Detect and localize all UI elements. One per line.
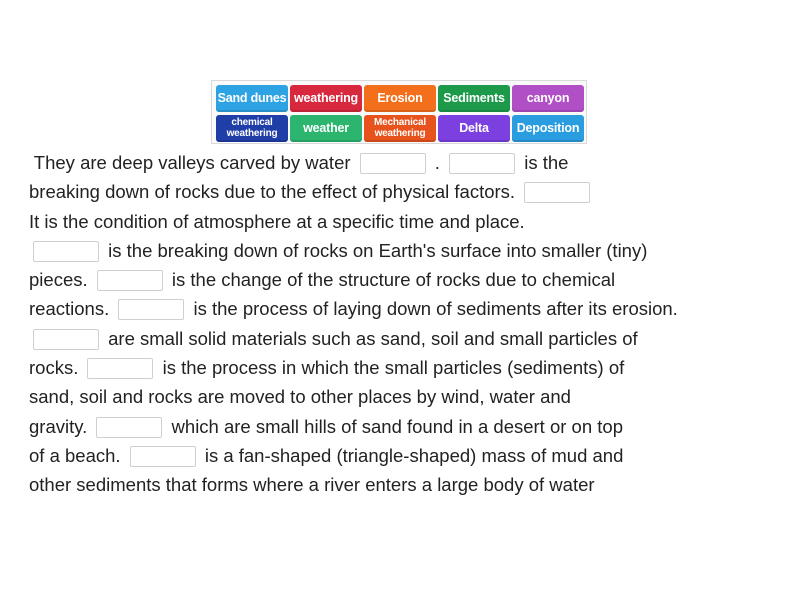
text-line bbox=[29, 412, 789, 441]
word-chip[interactable]: Erosion bbox=[364, 85, 436, 112]
text-line bbox=[29, 207, 789, 236]
answer-blank[interactable] bbox=[118, 299, 184, 320]
text-segment: reactions. bbox=[29, 298, 115, 320]
text-segment: gravity. bbox=[29, 415, 93, 437]
text-line bbox=[29, 353, 789, 382]
text-segment: of a beach. bbox=[29, 444, 126, 466]
text-segment: is a fan-shaped (triangle-shaped) mass of mud and bbox=[199, 444, 624, 466]
text-segment: is the change of the structure of rocks due to chemical bbox=[166, 269, 616, 291]
text-line bbox=[29, 470, 789, 499]
text-line bbox=[29, 265, 789, 294]
answer-blank[interactable] bbox=[33, 329, 99, 350]
text-segment: which are small hills of sand found in a desert or on top bbox=[166, 415, 623, 437]
word-chip[interactable]: Sand dunes bbox=[216, 85, 288, 112]
text-line bbox=[29, 236, 789, 265]
text-segment: They are deep valleys carved by water bbox=[29, 152, 356, 173]
word-chip[interactable]: Delta bbox=[438, 115, 510, 142]
word-chip[interactable]: canyon bbox=[512, 85, 584, 112]
text-segment: It is the condition of atmosphere at a specific time and place. bbox=[29, 210, 525, 232]
word-bank bbox=[211, 80, 587, 144]
text-line bbox=[29, 177, 789, 206]
text-segment: is the bbox=[519, 152, 569, 173]
cloze-text bbox=[29, 148, 789, 500]
word-chip[interactable]: Sediments bbox=[438, 85, 510, 112]
text-segment: pieces. bbox=[29, 269, 93, 291]
text-segment: are small solid materials such as sand, soil and small particles of bbox=[103, 327, 638, 349]
answer-blank[interactable] bbox=[97, 270, 163, 291]
word-chip[interactable]: weathering bbox=[290, 85, 362, 112]
answer-blank[interactable] bbox=[360, 153, 426, 174]
text-segment: rocks. bbox=[29, 357, 84, 379]
text-segment: sand, soil and rocks are moved to other places by wind, water and bbox=[29, 386, 571, 408]
word-chip[interactable]: weather bbox=[290, 115, 362, 142]
text-line bbox=[29, 382, 789, 411]
text-segment: is the breaking down of rocks on Earth's surface into smaller (tiny) bbox=[103, 239, 648, 261]
word-chip[interactable]: Deposition bbox=[512, 115, 584, 142]
word-chip[interactable]: chemical weathering bbox=[216, 115, 288, 142]
answer-blank[interactable] bbox=[524, 182, 590, 203]
text-segment: is the process of laying down of sediments after its erosion. bbox=[188, 298, 678, 320]
word-chip[interactable]: Mechanical weathering bbox=[364, 115, 436, 142]
answer-blank[interactable] bbox=[87, 358, 153, 379]
text-segment: . bbox=[429, 152, 446, 173]
answer-blank[interactable] bbox=[33, 241, 99, 262]
text-line bbox=[29, 148, 789, 177]
answer-blank[interactable] bbox=[449, 153, 515, 174]
text-line bbox=[29, 324, 789, 353]
text-line bbox=[29, 441, 789, 470]
text-segment: other sediments that forms where a river enters a large body of water bbox=[29, 474, 595, 496]
text-segment: is the process in which the small particles (sediments) of bbox=[157, 357, 625, 379]
answer-blank[interactable] bbox=[96, 417, 162, 438]
answer-blank[interactable] bbox=[130, 446, 196, 467]
text-segment: breaking down of rocks due to the effect of physical factors. bbox=[29, 181, 521, 203]
text-line bbox=[29, 294, 789, 323]
